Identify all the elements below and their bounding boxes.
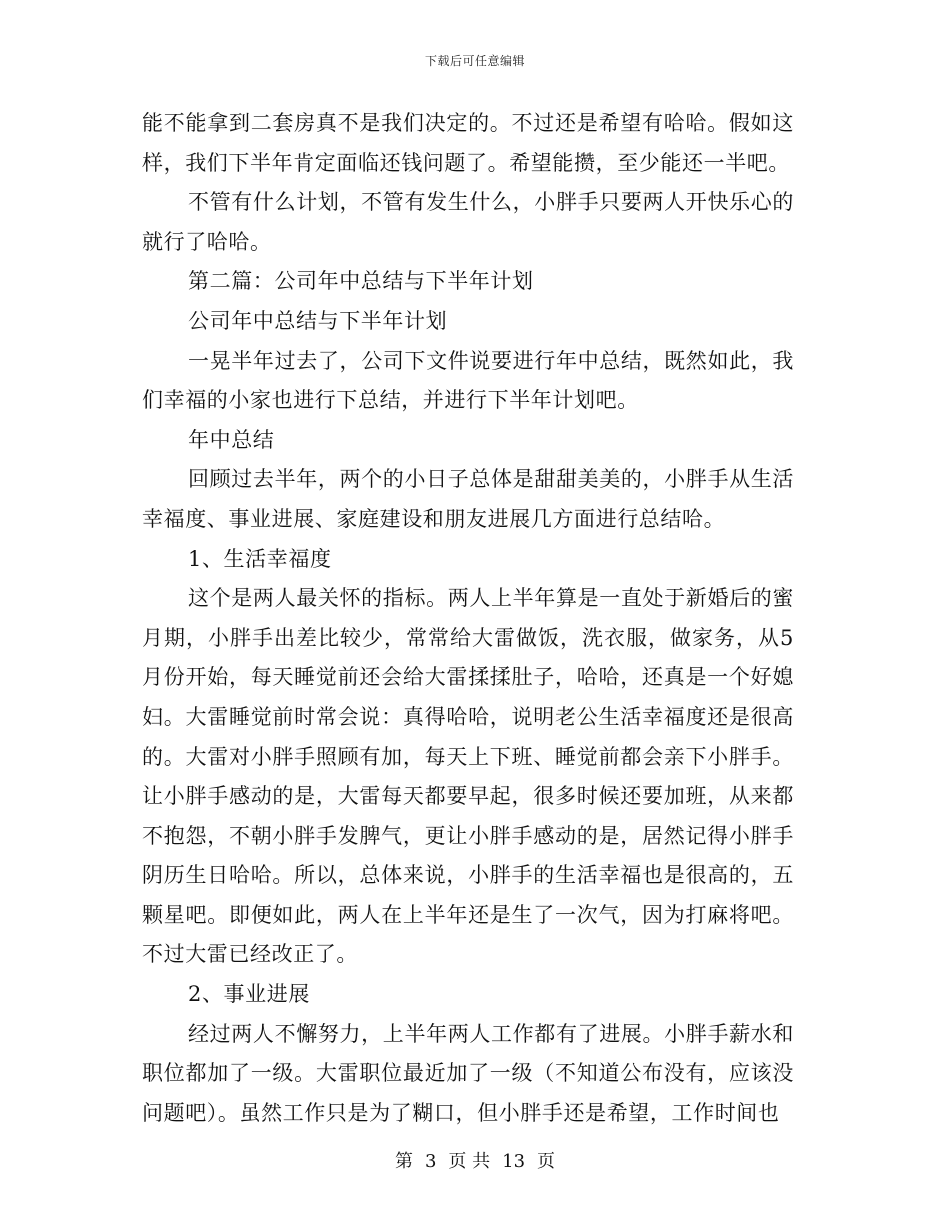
paragraph-continued: 能不能拿到二套房真不是我们决定的。不过还是希望有哈哈。假如这样，我们下半年肯定面临还钱问题了。希望能攒，至少能还一半吧。	[142, 111, 794, 175]
article-title: 公司年中总结与下半年计划	[188, 308, 448, 333]
subheading: 1、生活幸福度	[188, 546, 332, 571]
paragraph: 不管有什么计划，不管有发生什么，小胖手只要两人开快乐心的就行了哈哈。	[142, 190, 794, 254]
paragraph: 经过两人不懈努力，上半年两人工作都有了进展。小胖手薪水和职位都加了一级。大雷职位最近加了一级（不知道公布没有，应该没问题吧）。虽然工作只是为了糊口，但小胖手还是希望，工作时间也	[142, 1021, 794, 1125]
total-page-count: 13	[502, 1151, 526, 1172]
footer-prefix: 第	[394, 1151, 413, 1172]
paragraph: 回顾过去半年，两个的小日子总体是甜甜美美的，小胖手从生活幸福度、事业进展、家庭建设和朋友进展几方面进行总结哈。	[142, 467, 794, 531]
current-page-number: 3	[424, 1151, 437, 1172]
subheading: 2、事业进展	[188, 982, 310, 1007]
page-number-footer	[0, 1150, 950, 1174]
paragraph: 一晃半年过去了，公司下文件说要进行年中总结，既然如此，我们幸福的小家也进行下总结，并进行下半年计划吧。	[142, 348, 794, 413]
footer-suffix: 页	[537, 1151, 556, 1172]
paragraph: 这个是两人最关怀的指标。两人上半年算是一直处于新婚后的蜜月期，小胖手出差比较少，常常给大雷做饭，洗衣服，做家务，从5月份开始，每天睡觉前还会给大雷揉揉肚子，哈哈，还真是一个好媳妇。大雷睡觉前时常会说：真得哈哈，说明老公生活幸福度还是很高的。大雷对小胖手照顾有加，每天上下班、睡觉前都会亲下小胖手。让小胖手感动的是，大雷每天都要早起，很多时候还要加班，从来都不抱怨，不朝小胖手发脾气，更让小胖手感动的是，居然记得小胖手阴历生日哈哈。所以，总体来说，小胖手的生活幸福也是很高的，五颗星吧。即便如此，两人在上半年还是生了一次气，因为打麻将吧。不过大雷已经改正了。	[142, 586, 794, 967]
document-body	[142, 104, 794, 1133]
subheading: 年中总结	[188, 427, 275, 452]
section-heading: 第二篇：公司年中总结与下半年计划	[188, 269, 534, 294]
page-header-note: 下载后可任意编辑	[424, 54, 525, 68]
footer-middle: 页 共	[448, 1151, 491, 1172]
